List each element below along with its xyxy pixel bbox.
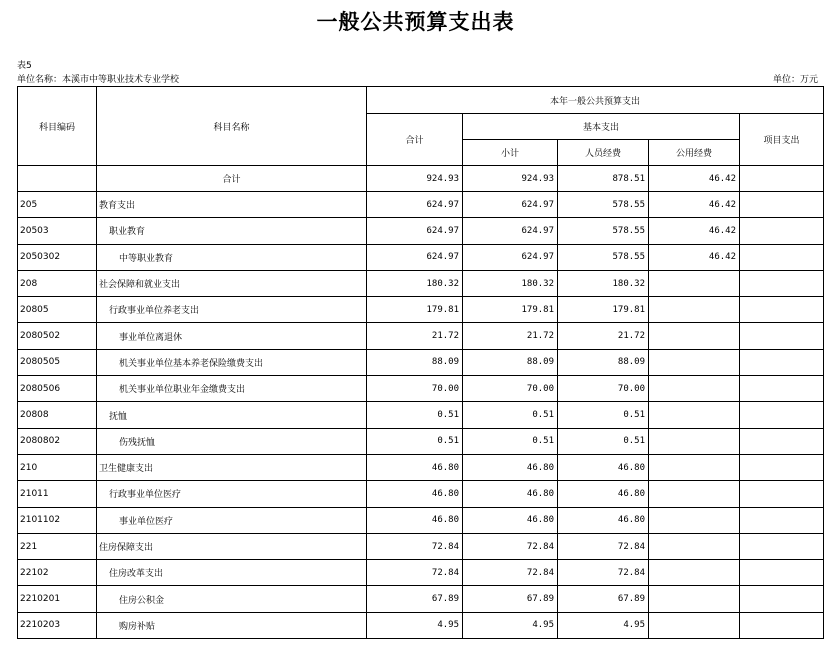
- total-personnel: 878.51: [558, 166, 649, 192]
- cell-name: 中等职业教育: [97, 244, 367, 270]
- cell-project: [740, 612, 824, 638]
- total-total: 924.93: [367, 166, 463, 192]
- cell-code: 205: [18, 192, 97, 218]
- cell-public: [649, 454, 740, 480]
- cell-code: 2210203: [18, 612, 97, 638]
- page-title: 一般公共预算支出表: [316, 9, 515, 34]
- cell-total: 67.89: [367, 586, 463, 612]
- cell-project: [740, 218, 824, 244]
- cell-personnel: 4.95: [558, 612, 649, 638]
- cell-name: 住房改革支出: [97, 560, 367, 586]
- header-code: 科目编码: [18, 87, 97, 166]
- header-subtotal: 小计: [463, 140, 558, 166]
- header-public: 公用经费: [649, 140, 740, 166]
- cell-public: 46.42: [649, 244, 740, 270]
- cell-public: [649, 428, 740, 454]
- cell-code: 221: [18, 533, 97, 559]
- cell-name: 伤残抚恤: [97, 428, 367, 454]
- cell-personnel: 578.55: [558, 218, 649, 244]
- cell-code: 22102: [18, 560, 97, 586]
- table-row: [18, 507, 824, 533]
- total-code: [18, 166, 97, 192]
- cell-subtotal: 46.80: [463, 454, 558, 480]
- table-row: [18, 244, 824, 270]
- cell-personnel: 46.80: [558, 507, 649, 533]
- cell-subtotal: 0.51: [463, 428, 558, 454]
- table-row: [18, 323, 824, 349]
- cell-name: 机关事业单位职业年金缴费支出: [97, 376, 367, 402]
- cell-project: [740, 454, 824, 480]
- cell-project: [740, 586, 824, 612]
- cell-public: [649, 586, 740, 612]
- cell-project: [740, 507, 824, 533]
- cell-name: 行政事业单位养老支出: [97, 297, 367, 323]
- total-row: [18, 166, 824, 192]
- cell-public: [649, 612, 740, 638]
- table-row: [18, 428, 824, 454]
- cell-code: 21011: [18, 481, 97, 507]
- cell-total: 21.72: [367, 323, 463, 349]
- cell-subtotal: 624.97: [463, 192, 558, 218]
- cell-total: 0.51: [367, 428, 463, 454]
- cell-code: 208: [18, 270, 97, 296]
- cell-subtotal: 67.89: [463, 586, 558, 612]
- cell-total: 88.09: [367, 349, 463, 375]
- cell-personnel: 0.51: [558, 428, 649, 454]
- cell-total: 46.80: [367, 507, 463, 533]
- cell-personnel: 0.51: [558, 402, 649, 428]
- cell-code: 20503: [18, 218, 97, 244]
- cell-name: 住房保障支出: [97, 533, 367, 559]
- cell-subtotal: 21.72: [463, 323, 558, 349]
- cell-code: 2080505: [18, 349, 97, 375]
- cell-personnel: 180.32: [558, 270, 649, 296]
- cell-personnel: 46.80: [558, 481, 649, 507]
- cell-personnel: 21.72: [558, 323, 649, 349]
- header-basic: 基本支出: [463, 114, 740, 140]
- header-personnel: 人员经费: [558, 140, 649, 166]
- cell-name: 机关事业单位基本养老保险缴费支出: [97, 349, 367, 375]
- cell-public: [649, 349, 740, 375]
- cell-total: 70.00: [367, 376, 463, 402]
- cell-total: 46.80: [367, 481, 463, 507]
- cell-code: 20805: [18, 297, 97, 323]
- table-row: [18, 612, 824, 638]
- cell-project: [740, 533, 824, 559]
- table-row: [18, 218, 824, 244]
- table-row: [18, 586, 824, 612]
- cell-project: [740, 376, 824, 402]
- total-subtotal: 924.93: [463, 166, 558, 192]
- header-current-year: 本年一般公共预算支出: [367, 87, 824, 114]
- cell-personnel: 67.89: [558, 586, 649, 612]
- cell-name: 职业教育: [97, 218, 367, 244]
- cell-code: 2080502: [18, 323, 97, 349]
- cell-code: 2101102: [18, 507, 97, 533]
- cell-project: [740, 481, 824, 507]
- table-row: [18, 192, 824, 218]
- cell-project: [740, 323, 824, 349]
- currency-unit: 单位：万元: [772, 75, 818, 85]
- cell-code: 2080802: [18, 428, 97, 454]
- cell-public: [649, 481, 740, 507]
- cell-subtotal: 624.97: [463, 244, 558, 270]
- cell-total: 72.84: [367, 533, 463, 559]
- cell-name: 行政事业单位医疗: [97, 481, 367, 507]
- cell-personnel: 578.55: [558, 244, 649, 270]
- cell-code: 2080506: [18, 376, 97, 402]
- cell-subtotal: 46.80: [463, 481, 558, 507]
- cell-project: [740, 270, 824, 296]
- table-row: [18, 349, 824, 375]
- cell-personnel: 72.84: [558, 560, 649, 586]
- total-label: 合计: [97, 166, 367, 192]
- cell-subtotal: 72.84: [463, 533, 558, 559]
- cell-project: [740, 297, 824, 323]
- cell-total: 624.97: [367, 192, 463, 218]
- unit-name: 单位名称：本溪市中等职业技术专业学校: [17, 75, 180, 85]
- cell-personnel: 70.00: [558, 376, 649, 402]
- cell-subtotal: 0.51: [463, 402, 558, 428]
- cell-subtotal: 46.80: [463, 507, 558, 533]
- table-row: [18, 454, 824, 480]
- cell-personnel: 72.84: [558, 533, 649, 559]
- table-row: [18, 533, 824, 559]
- cell-code: 2210201: [18, 586, 97, 612]
- cell-name: 事业单位离退休: [97, 323, 367, 349]
- table-row: [18, 270, 824, 296]
- cell-name: 抚恤: [97, 402, 367, 428]
- cell-public: [649, 402, 740, 428]
- total-project: [740, 166, 824, 192]
- cell-public: [649, 560, 740, 586]
- cell-total: 4.95: [367, 612, 463, 638]
- budget-table: [17, 86, 824, 639]
- cell-total: 72.84: [367, 560, 463, 586]
- cell-public: 46.42: [649, 218, 740, 244]
- cell-name: 事业单位医疗: [97, 507, 367, 533]
- cell-project: [740, 244, 824, 270]
- cell-subtotal: 72.84: [463, 560, 558, 586]
- cell-public: [649, 533, 740, 559]
- cell-subtotal: 180.32: [463, 270, 558, 296]
- cell-subtotal: 4.95: [463, 612, 558, 638]
- cell-name: 教育支出: [97, 192, 367, 218]
- cell-public: [649, 323, 740, 349]
- cell-name: 购房补贴: [97, 612, 367, 638]
- cell-subtotal: 179.81: [463, 297, 558, 323]
- cell-project: [740, 192, 824, 218]
- cell-code: 210: [18, 454, 97, 480]
- cell-project: [740, 349, 824, 375]
- cell-project: [740, 560, 824, 586]
- cell-public: [649, 270, 740, 296]
- cell-name: 住房公积金: [97, 586, 367, 612]
- table-row: [18, 481, 824, 507]
- table-row: [18, 560, 824, 586]
- table-row: [18, 376, 824, 402]
- cell-code: 2050302: [18, 244, 97, 270]
- header-total: 合计: [367, 114, 463, 166]
- header-name: 科目名称: [97, 87, 367, 166]
- header-project: 项目支出: [740, 114, 824, 166]
- table-row: [18, 402, 824, 428]
- cell-total: 179.81: [367, 297, 463, 323]
- cell-public: [649, 507, 740, 533]
- cell-personnel: 179.81: [558, 297, 649, 323]
- cell-total: 624.97: [367, 244, 463, 270]
- cell-project: [740, 402, 824, 428]
- cell-personnel: 578.55: [558, 192, 649, 218]
- cell-subtotal: 70.00: [463, 376, 558, 402]
- cell-personnel: 88.09: [558, 349, 649, 375]
- cell-name: 卫生健康支出: [97, 454, 367, 480]
- cell-total: 46.80: [367, 454, 463, 480]
- cell-total: 180.32: [367, 270, 463, 296]
- cell-subtotal: 624.97: [463, 218, 558, 244]
- cell-name: 社会保障和就业支出: [97, 270, 367, 296]
- cell-personnel: 46.80: [558, 454, 649, 480]
- cell-project: [740, 428, 824, 454]
- cell-code: 20808: [18, 402, 97, 428]
- table-row: [18, 297, 824, 323]
- cell-public: [649, 297, 740, 323]
- total-public: 46.42: [649, 166, 740, 192]
- cell-subtotal: 88.09: [463, 349, 558, 375]
- table-number: 表5: [17, 61, 32, 71]
- cell-total: 624.97: [367, 218, 463, 244]
- cell-public: [649, 376, 740, 402]
- cell-total: 0.51: [367, 402, 463, 428]
- cell-public: 46.42: [649, 192, 740, 218]
